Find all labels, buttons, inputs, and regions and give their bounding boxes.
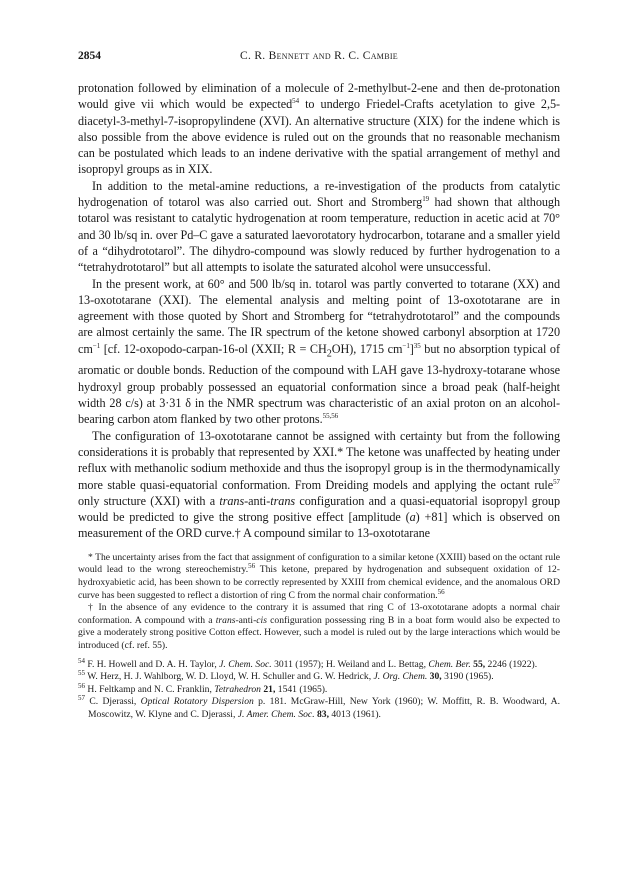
paragraph-4: The configuration of 13-oxototarane cannot be assigned with certainty but from the following considerations it is probably that represented by XXI.* The ketone was unaffected by heating under reflux with methanolic sodium methoxide and thus the isopropyl group is in the thermodynamically more stable quasi-equatorial conformation. From Dreiding models and applying the octant rule$^{57}$ only structure (XXI) with a trans-anti-trans configuration and a quasi-equatorial isopropyl group would be predicted to give the strong positive effect [amplitude (a) +81] which is observed on measurement of the ORD curve.† A compound similar to 13-oxototarane: [78, 428, 560, 541]
reference-56: $^{56}$ H. Feltkamp and N. C. Franklin, Tetrahedron 21, 1541 (1965).: [78, 681, 328, 695]
reference-marker: 55,56: [322, 412, 339, 421]
main-text: [78, 80, 560, 542]
paragraph-3: In the present work, at 60° and 500 lb/sq in. totarol was partly converted to totarane (XX) and 13-oxototarane (XXI). The elemental analysis and melting point of 13-oxototarane are in agreement with those quoted by Short and Stromberg for “tetrahydrototarol” and the compounds are almost certainly the same. The IR spectrum of the ketone showed carbonyl absorption at 1720 $cm^{-1}$ [cf. 12-oxopodo-carpan-16-ol (XXII; $R = CH_2OH$), 1715 $cm^{-1}]^{35}$ but no absorption typical of aromatic or double bonds. Reduction of the compound with LAH gave 13-hydroxy-totarane whose hydroxyl group probably possessed an equatorial conformation since a broad peak (half-height width 28 c/s) at 3·31 δ in the NMR spectrum was characteristic of an axial proton on an alcohol-bearing carbon atom flanked by two other protons.$^{55,56}$: [78, 276, 560, 427]
footnote-asterisk: * The uncertainty arises from the fact that assignment of configuration to a similar ketone (XXIII) based on the octant rule would lead to the wrong stereochemistry.$^{56}$ This ketone, prepared by hydrogenation and subsequent oxidation of 12-hydroxyabietic acid, has been shown to be correctly represented by XXIII from chemical evidence, and the anomalous ORD curve has been suggested to reflect a distortion of ring C from the normal chair conformation.$^{56}$: [78, 551, 560, 601]
reference-marker: 54: [292, 97, 300, 106]
paragraph-2: In addition to the metal-amine reductions, a re-investigation of the products from catalytic hydrogenation of totarol was also carried out. Short and Stromberg$^{19}$ had shown that although totarol was resistant to catalytic hydrogenation at room temperature, reduction in acetic acid at 70° and 30 lb/sq in. over Pd–C gave a saturated laevorotatory hydrocarbon, totarane and a smaller yield of a “dihydrototarol”. The dihydro-compound was slowly reduced by further hydrogenation to a “tetrahydrototarol” but all attempts to isolate the saturated alcohol were unsuccessful.: [78, 178, 560, 275]
journal-page: [78, 50, 560, 721]
reference-57: $^{57}$ C. Djerassi, Optical Rotatory Dispersion p. 181. McGraw-Hill, New York (1960); W. Moffitt, R. B. Woodward, A. Moscowitz, W. Klyne and C. Djerassi, J. Amer. Chem. Soc. 83, 4013 (1961).: [78, 694, 560, 720]
footnote-dagger: † In the absence of any evidence to the contrary it is assumed that ring C of 13-oxototarane adopts a normal chair conformation. A compound with a trans-anti-cis configuration possessing ring B in a boat form would also be expected to give a moderately strong positive Cotton effect. However, such a model is ruled out by the large interactions which would be introduced (cf. ref. 55).: [78, 602, 560, 651]
paragraph-1: protonation followed by elimination of a molecule of 2-methylbut-2-ene and then de-protonation would give vii which would be expected$^{54}$ to undergo Friedel-Crafts acetylation to give 2,5-diacetyl-3-methyl-7-isopropylindene (XVI). An alternative structure (XIX) for the indene which is also possible from the above evidence is ruled out on the grounds that no reasonable mechanism can be postulated which leads to an indene derivative with the spatial arrangement of methyl and isopropyl groups as in XIX.: [78, 81, 561, 177]
page-number: 2854: [78, 50, 101, 62]
reference-marker: 19: [422, 195, 430, 204]
reference-marker: 57: [553, 477, 560, 486]
running-header: [78, 50, 560, 72]
reference-54: $^{54}$ F. H. Howell and D. A. H. Taylor, J. Chem. Soc. 3011 (1957); H. Weiland and L. Bettag, Chem. Ber. 55, 2246 (1922).: [78, 656, 538, 670]
reference-55: $^{55}$ W. Herz, H. J. Wahlborg, W. D. Lloyd, W. H. Schuller and G. W. Hedrick, J. Org. Chem. 30, 3190 (1965).: [78, 668, 494, 683]
reference-marker: 35: [413, 341, 421, 350]
footnotes: [78, 552, 560, 653]
references: [78, 656, 560, 722]
running-authors: C. R. Bennett and R. C. Cambie: [240, 50, 398, 62]
